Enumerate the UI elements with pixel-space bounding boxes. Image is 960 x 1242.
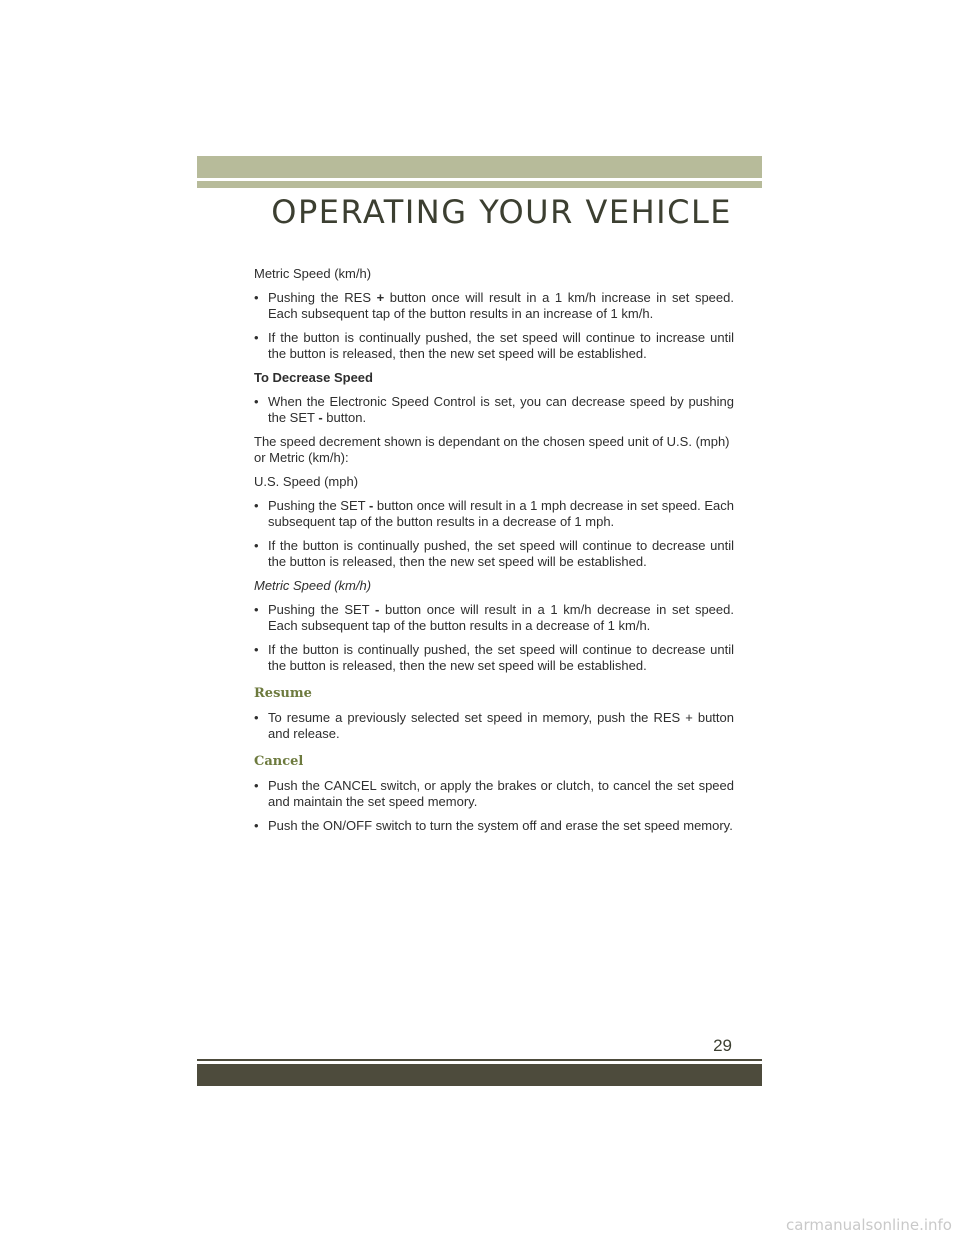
minus-symbol: -	[375, 602, 380, 617]
decrement-paragraph: The speed decrement shown is dependant on the chosen speed unit of U.S. (mph) or Metric (km/h):	[254, 434, 730, 465]
bullet-icon: •	[254, 394, 259, 409]
list-item: • When the Electronic Speed Control is set, you can decrease speed by pushing the SET - button.	[254, 394, 734, 425]
header-rule	[197, 181, 762, 188]
footer-rule	[197, 1059, 762, 1061]
list-item: • Pushing the RES + button once will result in a 1 km/h increase in set speed. Each subsequent tap of the button results in an increase of 1 km/h.	[254, 290, 734, 321]
footer-band	[197, 1064, 762, 1086]
resume-heading: Resume	[254, 686, 312, 701]
us-speed-label: U.S. Speed (mph)	[254, 474, 359, 489]
metric-speed-subheading: Metric Speed (km/h)	[254, 578, 372, 593]
list-item: • To resume a previously selected set speed in memory, push the RES + button and release.	[254, 710, 734, 741]
minus-symbol: -	[318, 410, 323, 425]
cancel-heading: Cancel	[254, 754, 304, 769]
bullet-icon: •	[254, 778, 259, 793]
bullet-icon: •	[254, 642, 259, 657]
bullet-icon: •	[254, 498, 259, 513]
bullet-icon: •	[254, 538, 259, 553]
section-title: OPERATING YOUR VEHICLE	[271, 193, 732, 231]
list-item: • If the button is continually pushed, the set speed will continue to decrease until the button is released, then the new set speed will be established.	[254, 538, 734, 569]
plus-symbol: +	[376, 290, 385, 305]
metric-speed-label: Metric Speed (km/h)	[254, 266, 372, 281]
bullet-icon: •	[254, 818, 259, 833]
list-item: • If the button is continually pushed, the set speed will continue to decrease until the button is released, then the new set speed will be established.	[254, 642, 734, 673]
bullet-icon: •	[254, 710, 259, 725]
minus-symbol: -	[368, 498, 374, 513]
list-item: • Pushing the SET - button once will result in a 1 mph decrease in set speed. Each subsequent tap of the button results in a decrease of 1 mph.	[254, 498, 734, 529]
list-item: • Push the CANCEL switch, or apply the brakes or clutch, to cancel the set speed and maintain the set speed memory.	[254, 778, 734, 809]
header-band	[197, 156, 762, 178]
decrease-speed-heading: To Decrease Speed	[254, 370, 373, 385]
bullet-icon: •	[254, 330, 259, 345]
bullet-icon: •	[254, 290, 259, 305]
page-number: 29	[713, 1036, 732, 1055]
list-item: • If the button is continually pushed, the set speed will continue to increase until the button is released, then the new set speed will be established.	[254, 330, 734, 361]
list-item: • Push the ON/OFF switch to turn the system off and erase the set speed memory.	[254, 818, 733, 833]
bullet-icon: •	[254, 602, 259, 617]
list-item: • Pushing the SET - button once will result in a 1 km/h decrease in set speed. Each subsequent tap of the button results in a decrease of 1 km/h.	[254, 602, 734, 633]
page-content	[254, 266, 734, 842]
watermark: carmanualsonline.info	[786, 1216, 952, 1234]
